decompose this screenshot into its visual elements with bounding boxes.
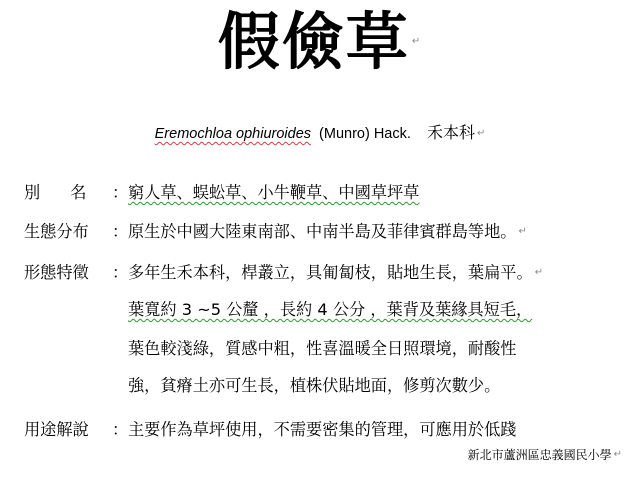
morphology-line-3-row [128,334,517,364]
morphology-line-4-row [128,371,500,401]
paragraph-mark-icon: ↵ [476,128,486,139]
usage-label: 用途解說 [24,420,89,439]
plant-family: 禾本科 [426,123,475,142]
morphology-line-2: 葉寬約 3 ~5 公釐 ，長約 4 公分 ，葉背及葉緣具短毛， [128,300,533,319]
usage-text: 主要作為草坪使用，不需要密集的管理，可應用於低踐 [128,420,517,439]
scientific-authority: (Munro) Hack. [319,126,411,142]
page-title [0,4,640,80]
paragraph-mark-icon: ↵ [613,449,622,460]
distribution-colon: ： [112,222,129,241]
paragraph-mark-icon: ↵ [411,36,423,47]
distribution-row [24,217,527,247]
school-name: 新北市蘆洲區忠義國民小學 [467,448,612,462]
title-text: 假儉草 [217,5,410,78]
scientific-name: Eremochloa ophiuroides [154,126,312,142]
morphology-line-4: 強，貧瘠土亦可生長，植株伏貼地面，修剪次數少。 [128,376,501,395]
morphology-label: 形態特徵 [24,263,89,282]
morphology-line-1: 多年生禾本科，桿叢立，具匍匐枝，貼地生長，葉扁平。 [128,263,533,282]
school-footer [468,446,622,464]
morphology-row [24,258,543,288]
alias-colon: ： [112,183,129,202]
morphology-colon: ： [112,263,129,282]
alias-text: 窮人草、蜈蚣草、小牛鞭草、中國草坪草 [128,183,420,202]
paragraph-mark-icon: ↵ [534,267,544,278]
distribution-label: 生態分布 [24,222,89,241]
distribution-text: 原生於中國大陸東南部、中南半島及菲律賓群島等地。 [128,222,517,241]
alias-label: 別名 [24,183,87,202]
morphology-line-2-row [128,295,532,325]
paragraph-mark-icon: ↵ [518,226,527,237]
scientific-name-line [0,122,640,145]
usage-row [24,415,517,445]
morphology-line-3: 葉色較淺綠，質感中粗，性喜溫暖全日照環境，耐酸性 [128,339,517,358]
alias-row [24,178,419,208]
usage-colon: ： [112,420,129,439]
